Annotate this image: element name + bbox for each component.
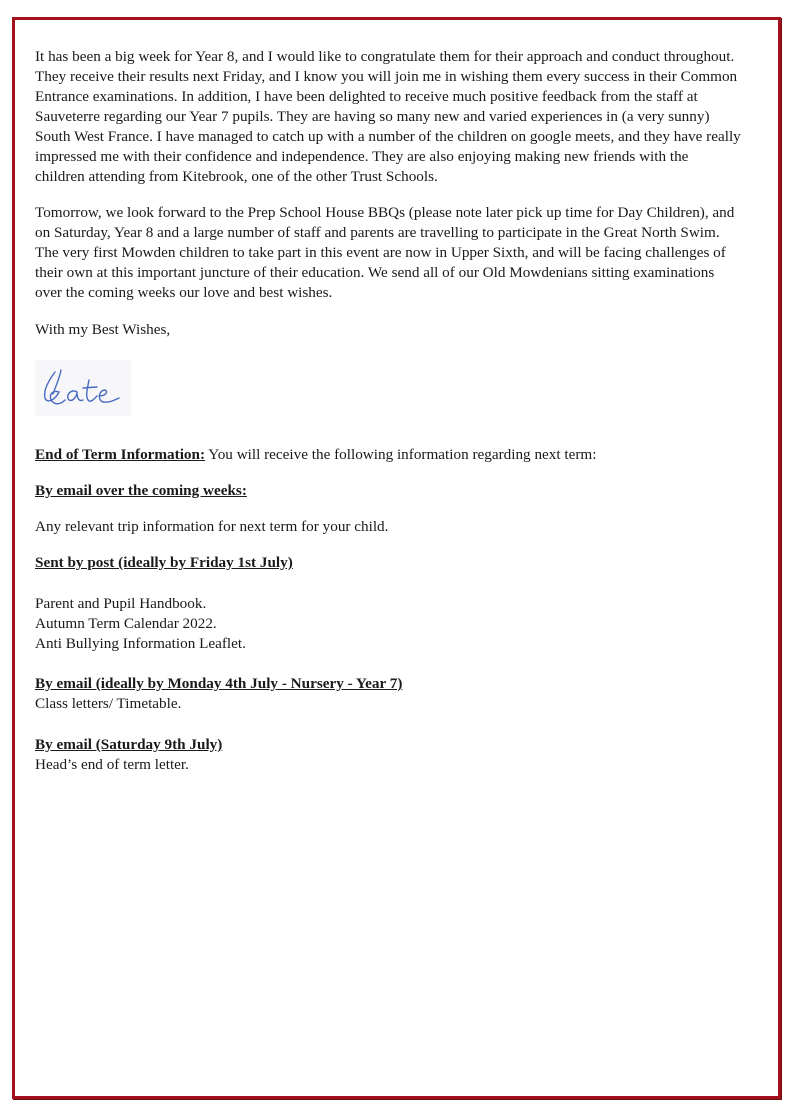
text-line: on Saturday, Year 8 and a large number of staff and parents are travelling to participate in the Great North Swim. (35, 224, 720, 241)
list-item: Any relevant trip information for next term for your child. (35, 518, 389, 535)
section-email-monday (35, 674, 402, 714)
paragraph-events (35, 203, 734, 303)
list-item: Anti Bullying Information Leaflet. (35, 635, 246, 652)
section-heading-email-monday: By email (ideally by Monday 4th July - Nursery - Year 7) (35, 675, 403, 692)
section-email-saturday (35, 735, 222, 775)
list-item: Parent and Pupil Handbook. (35, 595, 207, 612)
text-line: Entrance examinations. In addition, I have been delighted to receive much positive feedback from the staff at (35, 88, 698, 105)
text-line: The very first Mowden children to take part in this event are now in Upper Sixth, and will be facing challenges of (35, 244, 726, 261)
signature-image (35, 360, 131, 416)
text-line: Tomorrow, we look forward to the Prep School House BBQs (please note later pick up time for Day Children), and (35, 204, 735, 221)
text-line: South West France. I have managed to catch up with a number of the children on google meets, and they have really (35, 128, 741, 145)
end-of-term-heading: End of Term Information: (35, 446, 206, 463)
text-line: children attending from Kitebrook, one of the other Trust Schools. (35, 168, 438, 185)
text-line: It has been a big week for Year 8, and I would like to congratulate them for their approach and conduct throughout. (35, 48, 735, 65)
end-of-term-intro (35, 445, 596, 465)
paragraph-year8 (35, 47, 741, 187)
text-line: over the coming weeks our love and best wishes. (35, 284, 333, 301)
text-line: impressed me with their confidence and independence. They are also enjoying making new friends with the (35, 148, 689, 165)
text-line: their own at this important juncture of their education. We send all of our Old Mowdenians sitting examinations (35, 264, 715, 281)
section-heading-email-weeks: By email over the coming weeks: (35, 482, 247, 499)
list-item: Head’s end of term letter. (35, 756, 189, 773)
text-line: They receive their results next Friday, and I know you will join me in wishing them every success in their Common (35, 68, 738, 85)
list-post (35, 594, 246, 654)
list-item: Autumn Term Calendar 2022. (35, 615, 217, 632)
text-line: Sauveterre regarding our Year 7 pupils. They are having so many new and varied experiences in (a very sunny) (35, 108, 710, 125)
section-heading-post: Sent by post (ideally by Friday 1st July) (35, 554, 293, 571)
list-item: Class letters/ Timetable. (35, 695, 182, 712)
end-of-term-text: You will receive the following information regarding next term: (205, 446, 597, 463)
closing: With my Best Wishes, (35, 321, 171, 338)
section-heading-email-saturday: By email (Saturday 9th July) (35, 736, 223, 753)
